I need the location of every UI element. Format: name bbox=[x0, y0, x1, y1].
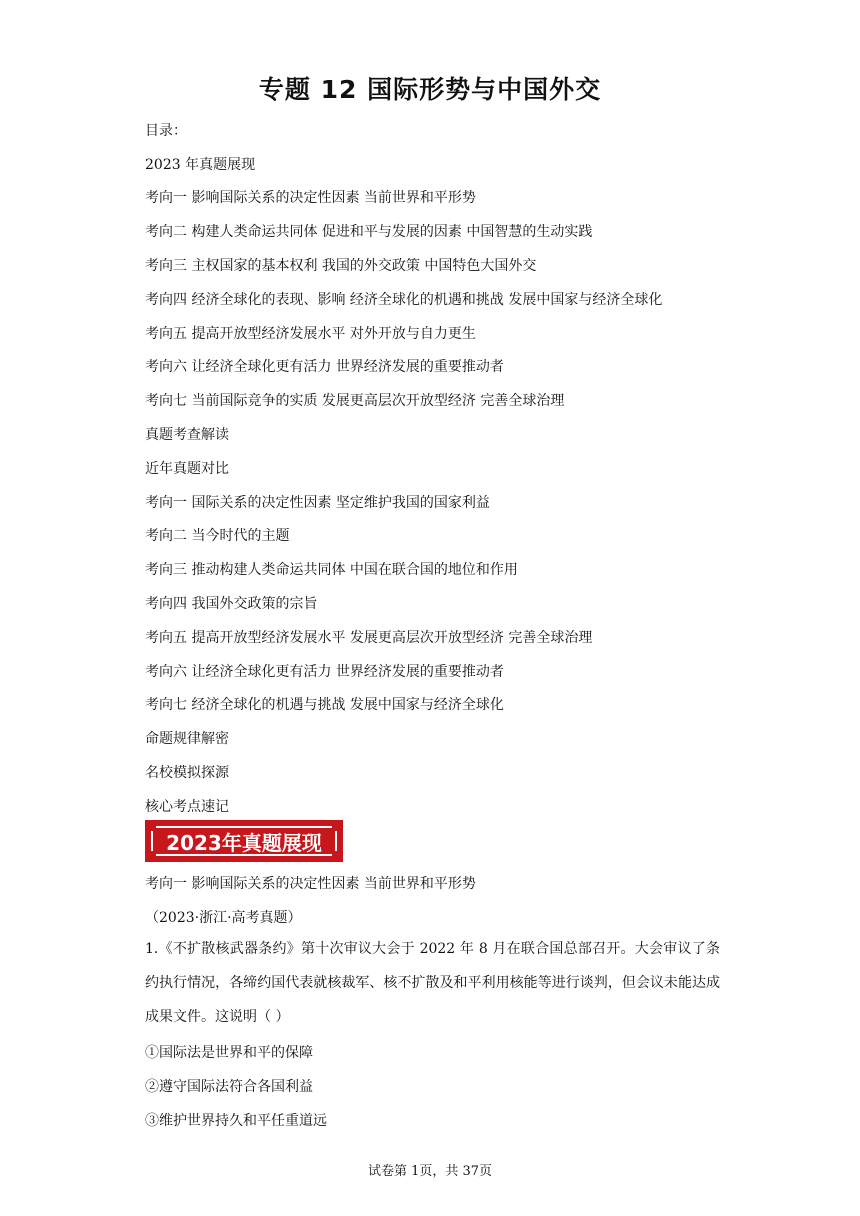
option-3: ③维护世界持久和平任重道远 bbox=[145, 1113, 327, 1129]
document-title: 专题 12 国际形势与中国外交 bbox=[258, 75, 602, 104]
toc-item: 考向三 推动构建人类命运共同体 中国在联合国的地位和作用 bbox=[145, 562, 518, 578]
option-2: ②遵守国际法符合各国利益 bbox=[145, 1079, 313, 1095]
toc-item: 考向一 国际关系的决定性因素 坚定维护我国的国家利益 bbox=[145, 495, 490, 511]
banner-corner-ornament bbox=[149, 851, 156, 858]
toc-item: 考向六 让经济全球化更有活力 世界经济发展的重要推动者 bbox=[145, 359, 504, 375]
question-text: 1.《不扩散核武器条约》第十次审议大会于 2022 年 8 月在联合国总部召开。大会审议了条约执行情况，各缔约国代表就核裁军、核不扩散及和平利用核能等进行谈判，但会议未能达成成果文件。这说明（ ） bbox=[145, 941, 720, 1025]
toc-item: 考向二 构建人类命运共同体 促进和平与发展的因素 中国智慧的生动实践 bbox=[145, 224, 593, 240]
banner-corner-ornament bbox=[332, 851, 339, 858]
toc-item: 核心考点速记 bbox=[145, 799, 229, 815]
toc-item: 命题规律解密 bbox=[145, 731, 229, 747]
toc-item: 考向六 让经济全球化更有活力 世界经济发展的重要推动者 bbox=[145, 664, 504, 680]
toc-heading: 目录： bbox=[145, 123, 187, 139]
toc-item: 考向一 影响国际关系的决定性因素 当前世界和平形势 bbox=[145, 190, 476, 206]
toc-item: 2023 年真题展现 bbox=[145, 157, 256, 173]
toc-item: 近年真题对比 bbox=[145, 461, 229, 477]
toc-item: 考向五 提高开放型经济发展水平 对外开放与自力更生 bbox=[145, 326, 476, 342]
toc-item: 考向四 我国外交政策的宗旨 bbox=[145, 596, 318, 612]
toc-item: 考向四 经济全球化的表现、影响 经济全球化的机遇和挑战 发展中国家与经济全球化 bbox=[145, 292, 663, 308]
section-heading: 考向一 影响国际关系的决定性因素 当前世界和平形势 bbox=[145, 876, 476, 892]
option-1: ①国际法是世界和平的保障 bbox=[145, 1045, 313, 1061]
toc-item: 考向二 当今时代的主题 bbox=[145, 528, 290, 544]
section-banner bbox=[145, 820, 343, 862]
banner-frame bbox=[151, 826, 337, 856]
toc-item: 考向七 当前国际竞争的实质 发展更高层次开放型经济 完善全球治理 bbox=[145, 393, 565, 409]
toc-item: 考向三 主权国家的基本权利 我国的外交政策 中国特色大国外交 bbox=[145, 258, 537, 274]
toc-item: 名校模拟探源 bbox=[145, 765, 229, 781]
banner-text: 2023年真题展现 bbox=[166, 830, 322, 855]
toc-item: 考向五 提高开放型经济发展水平 发展更高层次开放型经济 完善全球治理 bbox=[145, 630, 593, 646]
toc-item: 考向七 经济全球化的机遇与挑战 发展中国家与经济全球化 bbox=[145, 697, 504, 713]
banner-corner-ornament bbox=[149, 824, 156, 831]
page-footer: 试卷第 1页，共 37页 bbox=[367, 1164, 493, 1179]
banner-corner-ornament bbox=[332, 824, 339, 831]
question-source: （2023·浙江·高考真题） bbox=[145, 910, 302, 926]
toc-item: 真题考查解读 bbox=[145, 427, 229, 443]
